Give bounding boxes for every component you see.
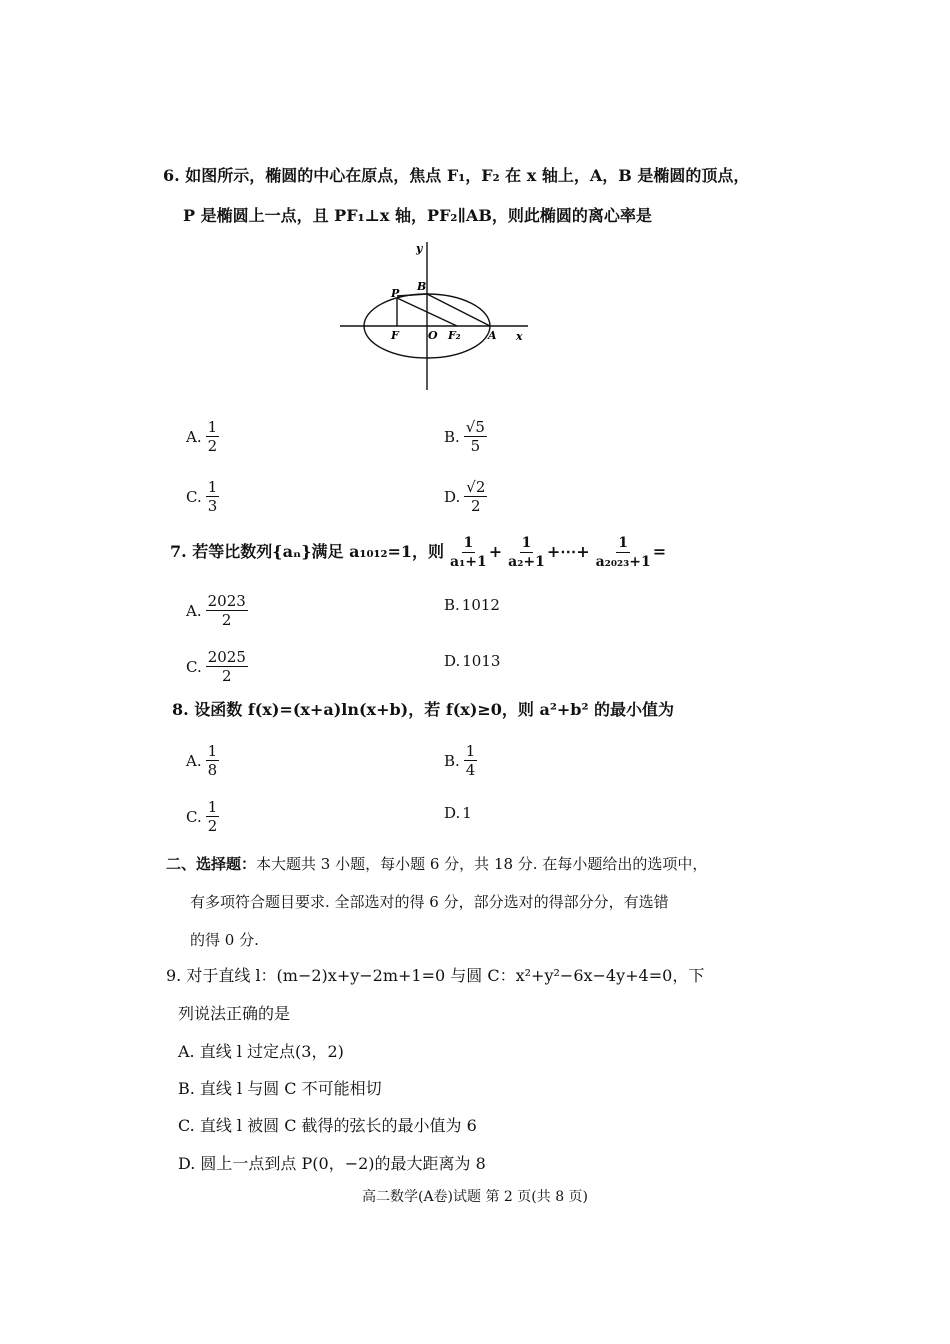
numerator: √5 <box>465 418 485 436</box>
q6-option-b[interactable] <box>444 418 487 455</box>
figure-label-P: P <box>391 287 400 300</box>
option-value: 1013 <box>462 652 501 670</box>
q6-stem-line2: P 是椭圆上一点，且 PF₁⊥x 轴，PF₂∥AB，则此椭圆的离心率是 <box>183 206 652 225</box>
ellipse-figure <box>336 238 536 394</box>
section2-line1 <box>166 852 707 876</box>
numerator: 1 <box>521 534 532 551</box>
q9-option-d[interactable]: D. 圆上一点到点 P(0，−2)的最大距离为 8 <box>178 1154 486 1173</box>
fraction <box>206 478 220 515</box>
fraction <box>464 478 487 515</box>
q7-fraction-1 <box>448 534 489 571</box>
numerator: √2 <box>466 478 486 496</box>
option-value: 1 <box>462 804 472 822</box>
denominator: 2 <box>207 437 218 455</box>
option-label: A. <box>186 427 202 446</box>
q9-option-c[interactable]: C. 直线 l 被圆 C 截得的弦长的最小值为 6 <box>178 1116 477 1135</box>
q7-option-b[interactable] <box>444 596 500 614</box>
q9-stem-line2: 列说法正确的是 <box>178 1004 291 1023</box>
q9-option-a[interactable]: A. 直线 l 过定点(3，2) <box>178 1042 344 1061</box>
numerator: 1 <box>207 742 218 760</box>
q7-prefix: 7. 若等比数列{aₙ}满足 a₁₀₁₂=1，则 <box>170 542 445 561</box>
q7-option-d[interactable] <box>444 652 500 670</box>
numerator: 1 <box>207 478 218 496</box>
section2-heading: 二、选择题： <box>166 855 257 873</box>
option-label: D. <box>444 652 461 670</box>
denominator: a₂₀₂₃+1 <box>595 553 651 570</box>
figure-label-B: B <box>417 280 427 293</box>
option-label: D. <box>444 804 461 822</box>
fraction <box>206 592 248 629</box>
section2-line3: 的得 0 分. <box>190 931 259 949</box>
section2-line1-text: 本大题共 3 小题，每小题 6 分，共 18 分. 在每小题给出的选项中， <box>256 855 708 873</box>
fraction <box>206 798 220 835</box>
denominator: 4 <box>465 761 476 779</box>
numerator: 2025 <box>207 648 246 666</box>
q8-option-d[interactable] <box>444 804 472 822</box>
q7-equals: = <box>652 542 667 561</box>
q7-option-c[interactable] <box>186 648 248 685</box>
numerator: 1 <box>207 798 218 816</box>
numerator: 1 <box>207 418 218 436</box>
fraction <box>206 742 220 779</box>
figure-label-y: y <box>416 242 423 255</box>
q7-fraction-3 <box>594 534 653 571</box>
figure-label-O: O <box>428 329 438 342</box>
option-value: 1012 <box>461 596 500 614</box>
denominator: 3 <box>207 497 218 515</box>
denominator: 2 <box>207 817 218 835</box>
q7-stem <box>170 532 666 572</box>
numerator: 1 <box>465 742 476 760</box>
numerator: 1 <box>463 534 474 551</box>
q8-option-b[interactable] <box>444 742 477 779</box>
option-label: C. <box>186 807 202 826</box>
q8-option-a[interactable] <box>186 742 219 779</box>
q9-option-b[interactable]: B. 直线 l 与圆 C 不可能相切 <box>178 1079 382 1098</box>
q9-stem-line1: 9. 对于直线 l：(m−2)x+y−2m+1=0 与圆 C：x²+y²−6x−4y+4=0，下 <box>166 966 705 985</box>
q7-fraction-2 <box>506 534 547 571</box>
option-label: C. <box>186 657 202 676</box>
denominator: 5 <box>470 437 481 455</box>
option-label: A. <box>186 751 202 770</box>
fraction <box>464 742 478 779</box>
figure-label-x: x <box>516 330 523 343</box>
q6-option-a[interactable] <box>186 418 219 455</box>
q7-option-a[interactable] <box>186 592 248 629</box>
figure-label-F2: F₂ <box>448 329 461 342</box>
numerator: 2023 <box>207 592 246 610</box>
option-label: B. <box>444 751 460 770</box>
fraction <box>206 648 248 685</box>
numerator: 1 <box>618 534 629 551</box>
q8-option-c[interactable] <box>186 798 219 835</box>
denominator: 2 <box>471 497 481 515</box>
denominator: a₂+1 <box>508 553 545 570</box>
option-label: C. <box>186 487 202 506</box>
page-footer: 高二数学(A卷)试题 第 2 页(共 8 页) <box>361 1189 589 1205</box>
q6-option-d[interactable] <box>444 478 487 515</box>
denominator: 2 <box>221 611 232 629</box>
figure-label-A: A <box>488 329 497 342</box>
denominator: 8 <box>207 761 218 779</box>
figure-label-F: F <box>391 329 399 342</box>
q7-ellipsis: +⋯+ <box>546 542 590 561</box>
denominator: 2 <box>222 667 232 685</box>
option-label: B. <box>444 596 460 614</box>
fraction <box>464 418 487 455</box>
q7-plus: + <box>488 542 503 561</box>
option-label: B. <box>444 427 460 446</box>
section2-line2: 有多项符合题目要求. 全部选对的得 6 分，部分选对的得部分分，有选错 <box>190 893 669 911</box>
q6-option-c[interactable] <box>186 478 219 515</box>
fraction <box>206 418 220 455</box>
option-label: D. <box>444 487 461 506</box>
q6-stem-line1: 6. 如图所示，椭圆的中心在原点，焦点 F₁，F₂ 在 x 轴上，A，B 是椭圆的顶点， <box>163 166 750 185</box>
denominator: a₁+1 <box>450 553 487 570</box>
q8-stem: 8. 设函数 f(x)=(x+a)ln(x+b)，若 f(x)≥0，则 a²+b² 的最小值为 <box>172 700 675 719</box>
option-label: A. <box>186 601 202 620</box>
